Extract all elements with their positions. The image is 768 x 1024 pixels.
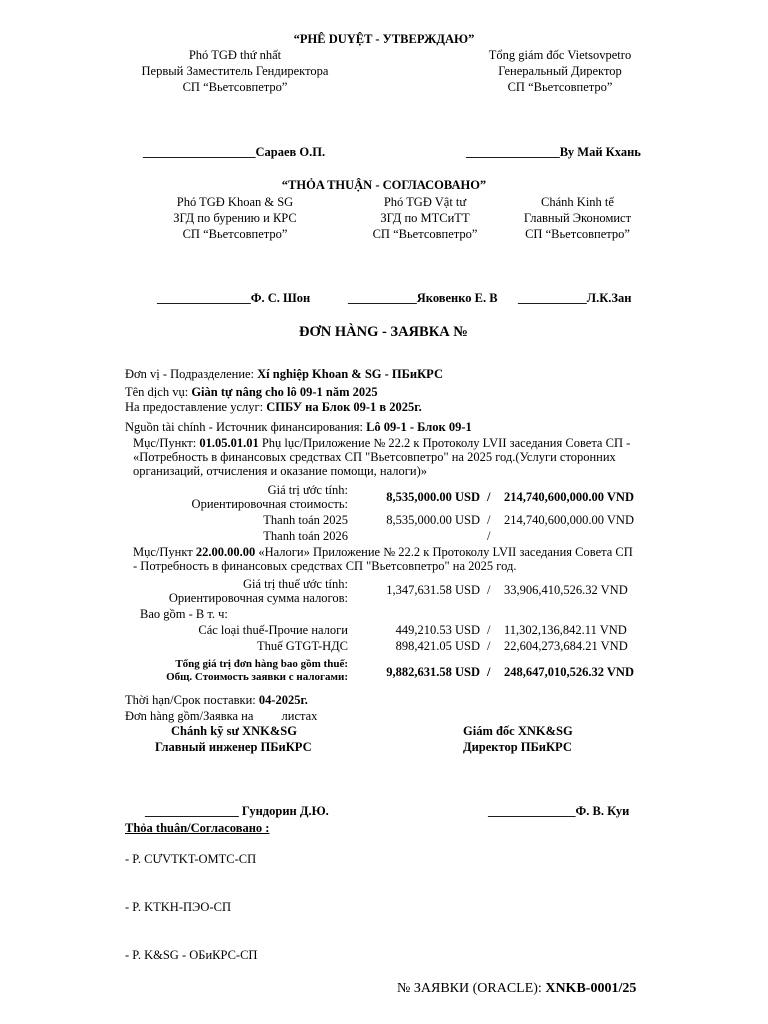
approve-left-line3: СП “Вьетсовпетро” (182, 80, 288, 94)
signer-left-title2: Главный инженер ПБиКРС (155, 740, 312, 754)
pay2026-label: Thanh toán 2026 (263, 529, 348, 543)
signer-right-signature: ______________Ф. В. Куи (488, 804, 630, 818)
tax-label1: Giá trị thuế ước tính: (242, 577, 348, 591)
est-vnd: 214,740,600,000.00 VND (504, 490, 634, 504)
est-label2: Ориентировочная стоимость: (191, 497, 348, 511)
oracle-label: № ЗАЯВКИ (ORACLE): (397, 981, 542, 996)
unit-row (125, 366, 443, 382)
service-ru-row (125, 399, 422, 415)
est-sep: / (487, 490, 491, 504)
funding-value: Lô 09-1 - Блок 09-1 (366, 420, 472, 434)
pay2025-vnd: 214,740,600,000.00 VND (504, 513, 634, 527)
pay2025-label: Thanh toán 2025 (263, 513, 348, 527)
tax-vnd: 33,906,410,526.32 VND (504, 583, 628, 597)
service-ru-value: СПБУ на Блок 09-1 в 2025г. (266, 400, 422, 414)
item1-line2: «Потребность в финансовых средствах СП "Вьетсовпетро" на 2025 год.(Услуги сторонних (133, 450, 616, 464)
service-row (125, 384, 378, 400)
agree-signature-3: ___________Л.К.Зан (518, 291, 632, 305)
agree-col2-line3: СП “Вьетсовпетро” (372, 227, 478, 241)
sheets-row: Đơn hàng gồm/Заявка на листах (125, 709, 318, 723)
other-tax-label: Các loại thuế-Прочие налоги (198, 623, 348, 637)
item2-line2: - Потребность в финансовых средствах СП "Вьетсовпетро" на 2025 год. (133, 559, 517, 573)
est-usd: 8,535,000.00 USD (386, 490, 480, 504)
unit-value: Xí nghiệp Khoan & SG - ПБиКРС (257, 367, 443, 381)
item1-text1: Phụ lục/Приложение № 22.2 к Протоколу LVII заседания Совета СП - (261, 436, 631, 450)
pay2025-usd: 8,535,000.00 USD (386, 513, 480, 527)
funding-row (125, 419, 472, 435)
approve-right-signature: _______________Ву Май Кхань (466, 145, 641, 159)
vat-usd: 898,421.05 USD (395, 639, 480, 653)
total-vnd: 248,647,010,526.32 VND (504, 665, 634, 679)
order-title: ĐƠN HÀNG - ЗАЯВКА № (299, 324, 468, 340)
other-tax-usd: 449,210.53 USD (395, 623, 480, 637)
tax-usd: 1,347,631.58 USD (386, 583, 480, 597)
vat-sep: / (487, 639, 491, 653)
total-label2: Общ. Стоимость заявки с налогами: (166, 671, 348, 683)
signer-right-title2: Директор ПБиКРС (463, 740, 572, 754)
approve-heading: “PHÊ DUYỆT - УТВЕРЖДАЮ” (293, 32, 475, 46)
agree-signature-1: _______________Ф. С. Шон (157, 291, 311, 305)
approve-left-signature: __________________Сараев О.П. (143, 145, 326, 159)
total-sep: / (487, 665, 491, 679)
agree-col2-line1: Phó TGĐ Vật tư (383, 195, 467, 209)
agreed-item-2: - P. KTKH-ПЭО-СП (125, 900, 231, 914)
agree-col1-line1: Phó TGĐ Khoan & SG (176, 195, 294, 209)
other-tax-vnd: 11,302,136,842.11 VND (504, 623, 627, 637)
agree-col1-line2: ЗГД по бурению и КРС (173, 211, 297, 225)
item2-prefix: Mục/Пункт (133, 545, 193, 559)
vat-vnd: 22,604,273,684.21 VND (504, 639, 628, 653)
signer-left-title1: Chánh kỹ sư XNK&SG (171, 724, 297, 738)
deadline-row (125, 692, 308, 708)
est-label1: Giá trị ước tính: (267, 483, 348, 497)
approve-left-line1: Phó TGĐ thứ nhất (188, 48, 282, 62)
item1-code: 01.05.01.01 (199, 436, 259, 450)
service-ru-label: На предоставление услуг: (125, 400, 264, 414)
agree-signature-2: ___________Яковенко Е. В (348, 291, 498, 305)
agreed-item-1: - P. CƯVTKT-OMTC-CП (125, 852, 257, 866)
pay2025-sep: / (487, 513, 491, 527)
deadline-label: Thời hạn/Срок поставки: (125, 693, 256, 707)
agree-col3-line2: Главный Экономист (523, 211, 632, 225)
agree-col3-line3: СП “Вьетсовпетро” (525, 227, 630, 241)
item2-text1: «Налоги» Приложение № 22.2 к Протоколу LVII заседания Совета СП (258, 545, 633, 559)
approve-left-line2: Первый Заместитель Гендиректора (141, 64, 329, 78)
vat-label: Thuế GTGT-НДС (256, 639, 348, 653)
item1-line3: организаций, отчисления и оказание помощи, налоги)» (133, 464, 427, 478)
total-usd: 9,882,631.58 USD (386, 665, 480, 679)
agreed-item-3: - P. K&SG - ОБиКРС-СП (125, 948, 258, 962)
approve-right-line2: Генеральный Директор (498, 64, 622, 78)
signer-right-title1: Giám đốc XNK&SG (463, 724, 573, 738)
agree-col2-line2: ЗГД по МТСиТТ (380, 211, 470, 225)
tax-label2: Ориентировочная сумма налогов: (168, 591, 348, 605)
total-label1: Tổng giá trị đơn hàng bao gồm thuế: (175, 658, 348, 670)
agree-col3-line1: Chánh Kinh tế (541, 195, 614, 209)
unit-label: Đơn vị - Подразделение: (125, 367, 255, 381)
includes-label: Bao gồm - В т. ч: (140, 607, 228, 621)
signer-left-signature: _______________ Гундорин Д.Ю. (145, 804, 329, 818)
agree-heading: “THỎA THUẬN - СОГЛАСОВАНО” (281, 178, 487, 192)
funding-label: Nguồn tài chính - Источник финансирования: (125, 420, 363, 434)
item1-prefix: Mục/Пункт: (133, 436, 197, 450)
item2-code: 22.00.00.00 (195, 545, 256, 559)
approve-right-line1: Tổng giám đốc Vietsovpetro (488, 48, 632, 62)
agreed-heading: Thỏa thuân/Согласовано : (125, 821, 270, 835)
oracle-number (397, 981, 636, 997)
service-label: Tên dịch vụ: (125, 385, 189, 399)
other-tax-sep: / (487, 623, 491, 637)
approve-right-line3: СП “Вьетсовпетро” (507, 80, 613, 94)
agree-col1-line3: СП “Вьетсовпетро” (182, 227, 288, 241)
tax-sep: / (487, 583, 491, 597)
oracle-value: XNKB-0001/25 (545, 981, 637, 996)
deadline-value: 04-2025г. (258, 693, 308, 707)
pay2026-sep: / (487, 529, 491, 543)
service-value: Giàn tự nâng cho lô 09-1 năm 2025 (191, 385, 378, 399)
